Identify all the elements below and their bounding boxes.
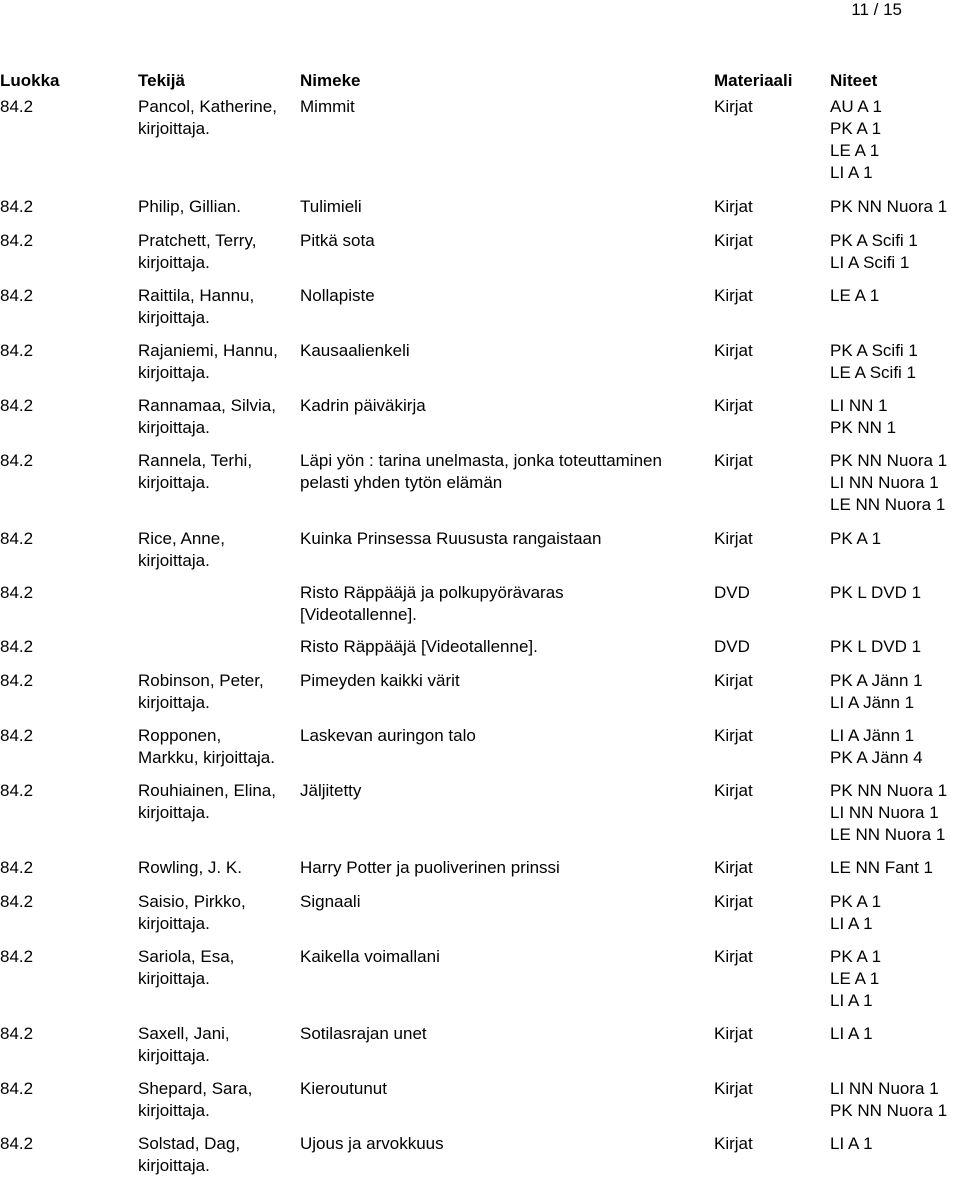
- row-niteet: LI A 1: [830, 1134, 873, 1153]
- row-tekija: Pancol, Katherine, kirjoittaja.: [138, 97, 277, 138]
- row-tekija: Robinson, Peter, kirjoittaja.: [138, 671, 264, 712]
- row-niteet: PK A 1 LE A 1 LI A 1: [830, 947, 882, 1010]
- row-niteet: PK A Scifi 1 LE A Scifi 1: [830, 341, 918, 382]
- row-nimeke: Kieroutunut: [300, 1079, 387, 1098]
- row-nimeke: Kausaalienkeli: [300, 341, 410, 360]
- row-tekija: Saxell, Jani, kirjoittaja.: [138, 1024, 230, 1065]
- row-tekija: Rowling, J. K.: [138, 858, 242, 877]
- row-niteet: PK NN Nuora 1 LI NN Nuora 1 LE NN Nuora 1: [830, 451, 948, 514]
- row-nimeke: Risto Räppääjä ja polkupyörävaras [Videotallenne].: [300, 583, 564, 624]
- row-niteet: PK NN Nuora 1 LI NN Nuora 1 LE NN Nuora 1: [830, 781, 948, 844]
- row-materiaali: Kirjat: [714, 197, 753, 216]
- header-luokka: Luokka: [0, 71, 60, 90]
- row-niteet: PK L DVD 1: [830, 583, 922, 602]
- row-luokka: 84.2: [0, 396, 34, 415]
- row-luokka: 84.2: [0, 671, 34, 690]
- row-luokka: 84.2: [0, 583, 34, 602]
- row-tekija: Rannamaa, Silvia, kirjoittaja.: [138, 396, 276, 437]
- row-luokka: 84.2: [0, 726, 34, 745]
- row-nimeke: Kadrin päiväkirja: [300, 396, 426, 415]
- row-materiaali: Kirjat: [714, 726, 753, 745]
- row-niteet: LE A 1: [830, 286, 880, 305]
- row-tekija: Saisio, Pirkko, kirjoittaja.: [138, 892, 246, 933]
- row-materiaali: Kirjat: [714, 781, 753, 800]
- row-luokka: 84.2: [0, 781, 34, 800]
- row-tekija: Rannela, Terhi, kirjoittaja.: [138, 451, 253, 492]
- row-materiaali: Kirjat: [714, 671, 753, 690]
- row-materiaali: Kirjat: [714, 1079, 753, 1098]
- row-luokka: 84.2: [0, 637, 34, 656]
- row-materiaali: Kirjat: [714, 529, 753, 548]
- row-nimeke: Pimeyden kaikki värit: [300, 671, 460, 690]
- row-niteet: PK A 1: [830, 529, 882, 548]
- row-nimeke: Jäljitetty: [300, 781, 362, 800]
- row-materiaali: Kirjat: [714, 947, 753, 966]
- header-tekija: Tekijä: [138, 71, 185, 90]
- row-materiaali: Kirjat: [714, 231, 753, 250]
- row-tekija: Rouhiainen, Elina, kirjoittaja.: [138, 781, 276, 822]
- row-materiaali: Kirjat: [714, 1024, 753, 1043]
- row-niteet: PK NN Nuora 1: [830, 197, 948, 216]
- row-luokka: 84.2: [0, 341, 34, 360]
- header-materiaali: Materiaali: [714, 71, 793, 90]
- row-nimeke: Signaali: [300, 892, 361, 911]
- row-tekija: Shepard, Sara, kirjoittaja.: [138, 1079, 253, 1120]
- row-nimeke: Pitkä sota: [300, 231, 375, 250]
- row-tekija: Ropponen, Markku, kirjoittaja.: [138, 726, 275, 767]
- row-luokka: 84.2: [0, 97, 34, 116]
- page-number: 11 / 15: [851, 0, 902, 19]
- row-materiaali: Kirjat: [714, 97, 753, 116]
- row-nimeke: Risto Räppääjä [Videotallenne].: [300, 637, 538, 656]
- row-niteet: PK A 1 LI A 1: [830, 892, 882, 933]
- row-luokka: 84.2: [0, 529, 34, 548]
- row-nimeke: Mimmit: [300, 97, 355, 116]
- header-nimeke: Nimeke: [300, 71, 361, 90]
- row-niteet: PK A Scifi 1 LI A Scifi 1: [830, 231, 918, 272]
- row-nimeke: Kaikella voimallani: [300, 947, 440, 966]
- row-tekija: Solstad, Dag, kirjoittaja.: [138, 1134, 241, 1175]
- row-nimeke: Laskevan auringon talo: [300, 726, 476, 745]
- row-materiaali: Kirjat: [714, 451, 753, 470]
- row-nimeke: Kuinka Prinsessa Ruususta rangaistaan: [300, 529, 602, 548]
- row-niteet: LI NN 1 PK NN 1: [830, 396, 897, 437]
- row-nimeke: Nollapiste: [300, 286, 375, 305]
- row-tekija: Philip, Gillian.: [138, 197, 241, 216]
- row-nimeke: Sotilasrajan unet: [300, 1024, 427, 1043]
- row-materiaali: Kirjat: [714, 858, 753, 877]
- row-luokka: 84.2: [0, 858, 34, 877]
- row-materiaali: Kirjat: [714, 341, 753, 360]
- row-niteet: LI A Jänn 1 PK A Jänn 4: [830, 726, 923, 767]
- row-materiaali: Kirjat: [714, 1134, 753, 1153]
- header-niteet: Niteet: [830, 71, 878, 90]
- row-tekija: Pratchett, Terry, kirjoittaja.: [138, 231, 257, 272]
- row-luokka: 84.2: [0, 286, 34, 305]
- row-luokka: 84.2: [0, 197, 34, 216]
- row-niteet: AU A 1 PK A 1 LE A 1 LI A 1: [830, 97, 882, 182]
- row-materiaali: DVD: [714, 583, 750, 602]
- row-tekija: Sariola, Esa, kirjoittaja.: [138, 947, 235, 988]
- row-luokka: 84.2: [0, 231, 34, 250]
- row-nimeke: Ujous ja arvokkuus: [300, 1134, 444, 1153]
- row-materiaali: DVD: [714, 637, 750, 656]
- row-nimeke: Harry Potter ja puoliverinen prinssi: [300, 858, 560, 877]
- row-tekija: Rajaniemi, Hannu, kirjoittaja.: [138, 341, 278, 382]
- row-niteet: LI A 1: [830, 1024, 873, 1043]
- row-materiaali: Kirjat: [714, 396, 753, 415]
- row-niteet: LE NN Fant 1: [830, 858, 933, 877]
- row-materiaali: Kirjat: [714, 286, 753, 305]
- row-nimeke: Tulimieli: [300, 197, 362, 216]
- table-header: [0, 70, 960, 92]
- row-nimeke: Läpi yön : tarina unelmasta, jonka toteuttaminen pelasti yhden tytön elämän: [300, 451, 662, 492]
- row-luokka: 84.2: [0, 451, 34, 470]
- row-materiaali: Kirjat: [714, 892, 753, 911]
- row-luokka: 84.2: [0, 892, 34, 911]
- row-niteet: PK A Jänn 1 LI A Jänn 1: [830, 671, 923, 712]
- row-niteet: LI NN Nuora 1 PK NN Nuora 1: [830, 1079, 948, 1120]
- row-tekija: Rice, Anne, kirjoittaja.: [138, 529, 225, 570]
- row-luokka: 84.2: [0, 1024, 34, 1043]
- row-luokka: 84.2: [0, 947, 34, 966]
- row-tekija: Raittila, Hannu, kirjoittaja.: [138, 286, 255, 327]
- row-luokka: 84.2: [0, 1079, 34, 1098]
- row-luokka: 84.2: [0, 1134, 34, 1153]
- row-niteet: PK L DVD 1: [830, 637, 922, 656]
